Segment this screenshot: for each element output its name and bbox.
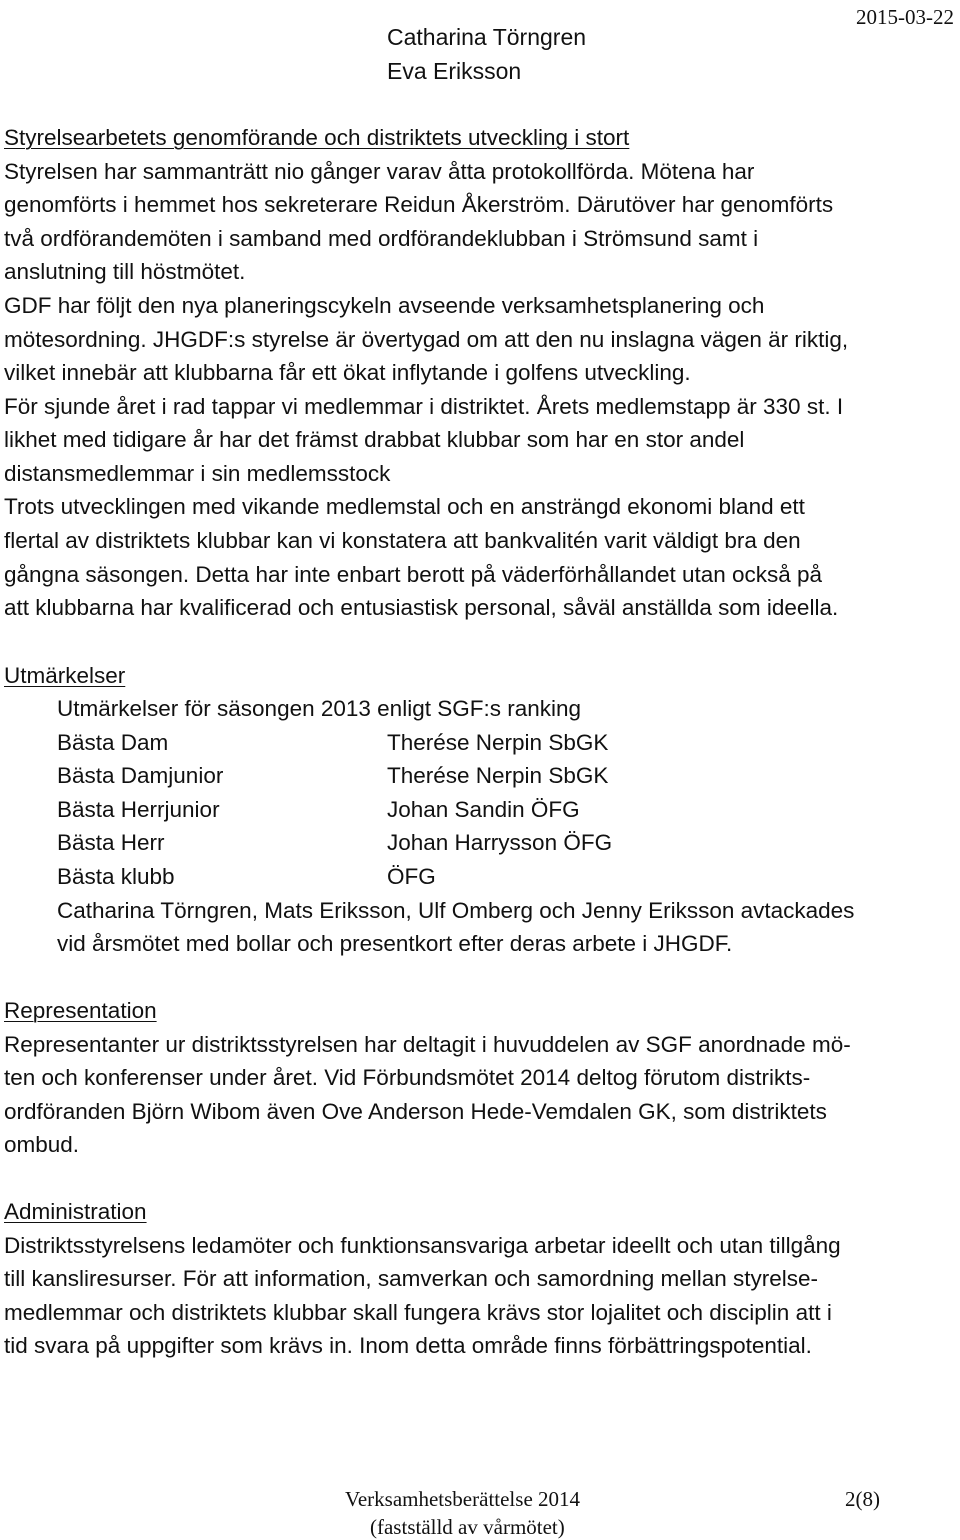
section-heading-board-work: Styrelsearbetets genomförande och distriktets utveckling i stort — [4, 125, 630, 150]
paragraph-line: gångna säsongen. Detta har inte enbart berott på väderförhållandet utan också på — [4, 562, 823, 587]
awards-thanks-line: vid årsmötet med bollar och presentkort efter deras arbete i JHGDF. — [57, 931, 733, 956]
paragraph-line: För sjunde året i rad tappar vi medlemmar i distriktet. Årets medlemstapp är 330 st. I — [4, 394, 844, 419]
award-category: Bästa Herr — [57, 830, 165, 855]
award-winner: Therése Nerpin SbGK — [387, 763, 609, 788]
paragraph-line: mötesordning. JHGDF:s styrelse är övertygad om att den nu inslagna vägen är riktig, — [4, 327, 849, 352]
award-category: Bästa Dam — [57, 730, 169, 755]
paragraph-line: genomförts i hemmet hos sekreterare Reidun Åkerström. Därutöver har genomförts — [4, 192, 834, 217]
author-name-1: Catharina Törngren — [387, 24, 587, 50]
paragraph-line: flertal av distriktets klubbar kan vi konstatera att bankvalitén varit väldigt bra den — [4, 528, 801, 553]
paragraph-line: ombud. — [4, 1132, 80, 1157]
award-winner: Johan Sandin ÖFG — [387, 797, 580, 822]
footer-status: (fastställd av vårmötet) — [370, 1515, 565, 1539]
paragraph-line: Styrelsen har sammanträtt nio gånger varav åtta protokollförda. Mötena har — [4, 159, 755, 184]
paragraph-line: två ordförandemöten i samband med ordförandeklubban i Strömsund samt i — [4, 226, 759, 251]
award-category: Bästa klubb — [57, 864, 175, 889]
paragraph-line: medlemmar och distriktets klubbar skall fungera krävs stor lojalitet och disciplin att i — [4, 1300, 832, 1325]
paragraph-line: distansmedlemmar i sin medlemsstock — [4, 461, 391, 486]
paragraph-line: anslutning till höstmötet. — [4, 259, 246, 284]
author-name-2: Eva Eriksson — [387, 58, 522, 84]
section-heading-administration: Administration — [4, 1199, 147, 1224]
paragraph-line: ten och konferenser under året. Vid Förbundsmötet 2014 deltog förutom distrikts- — [4, 1065, 811, 1090]
document-date: 2015-03-22 — [856, 5, 954, 29]
paragraph-line: GDF har följt den nya planeringscykeln avseende verksamhetsplanering och — [4, 293, 765, 318]
awards-intro: Utmärkelser för säsongen 2013 enligt SGF:s ranking — [57, 696, 582, 721]
award-category: Bästa Damjunior — [57, 763, 224, 788]
paragraph-line: att klubbarna har kvalificerad och entusiastisk personal, såväl anställda som ideella. — [4, 595, 839, 620]
section-heading-awards: Utmärkelser — [4, 663, 126, 688]
paragraph-line: Representanter ur distriktsstyrelsen har deltagit i huvuddelen av SGF anordnade mö- — [4, 1032, 851, 1057]
awards-thanks-line: Catharina Törngren, Mats Eriksson, Ulf Omberg och Jenny Eriksson avtackades — [57, 898, 855, 923]
award-category: Bästa Herrjunior — [57, 797, 220, 822]
paragraph-line: tid svara på uppgifter som krävs in. Inom detta område finns förbättringspotential. — [4, 1333, 812, 1358]
section-heading-representation: Representation — [4, 998, 157, 1023]
paragraph-line: Trots utvecklingen med vikande medlemstal och en ansträngd ekonomi bland ett — [4, 494, 805, 519]
paragraph-line: till kansliresurser. För att information, samverkan och samordning mellan styrelse- — [4, 1266, 819, 1291]
paragraph-line: ordföranden Björn Wibom även Ove Anderson Hede-Vemdalen GK, som distriktets — [4, 1099, 827, 1124]
footer-page-number: 2(8) — [845, 1487, 880, 1511]
award-winner: Therése Nerpin SbGK — [387, 730, 609, 755]
paragraph-line: vilket innebär att klubbarna får ett ökat inflytande i golfens utveckling. — [4, 360, 691, 385]
footer-document-title: Verksamhetsberättelse 2014 — [345, 1487, 581, 1511]
paragraph-line: likhet med tidigare år har det främst drabbat klubbar som har en stor andel — [4, 427, 745, 452]
award-winner: Johan Harrysson ÖFG — [387, 830, 613, 855]
award-winner: ÖFG — [387, 864, 436, 889]
paragraph-line: Distriktsstyrelsens ledamöter och funktionsansvariga arbetar ideellt och utan tillgång — [4, 1233, 841, 1258]
